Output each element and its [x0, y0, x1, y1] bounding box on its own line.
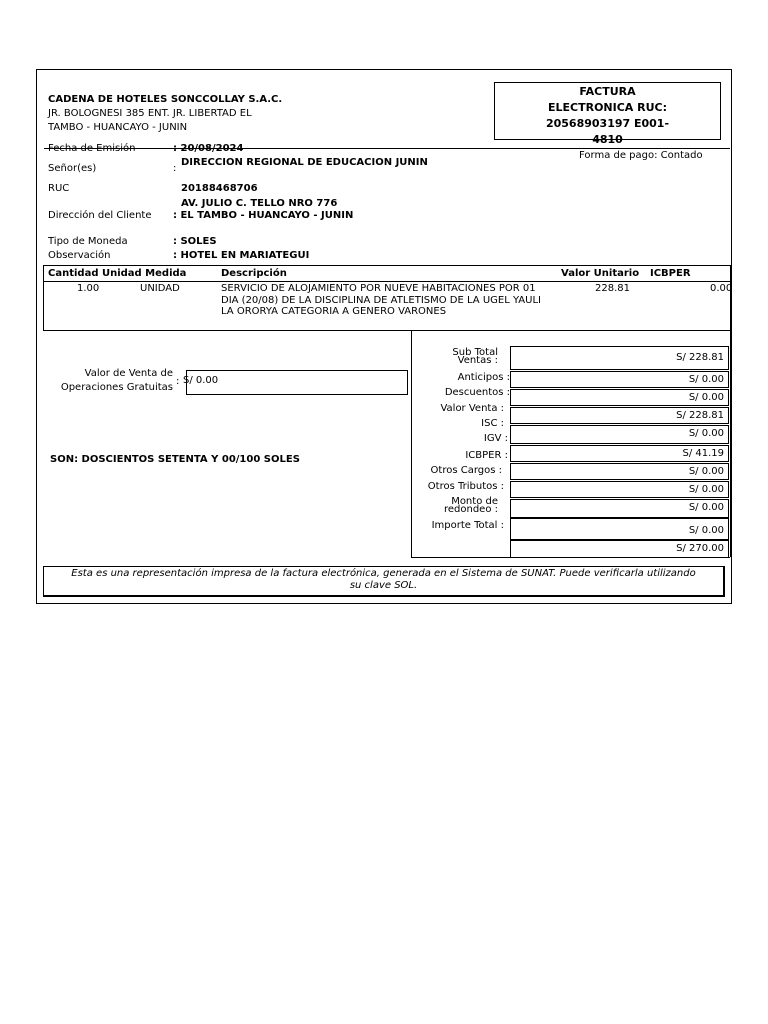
- header-description: Descripción: [221, 268, 287, 279]
- row-unit-value: 228.81: [595, 283, 630, 294]
- free-operations-label: [40, 367, 173, 395]
- igv-label: IGV :: [483, 433, 508, 444]
- invoice-title: FACTURA: [579, 85, 636, 98]
- header-quantity-unit: Cantidad Unidad Medida: [48, 268, 187, 279]
- payment-method: Forma de pago: Contado: [579, 150, 703, 161]
- descuentos-value: S/ 0.00: [510, 389, 729, 406]
- customer-label: Señor(es): [48, 163, 97, 174]
- subtotal-label-line1: Sub Total: [452, 347, 498, 358]
- client-address-label: Dirección del Cliente: [48, 210, 152, 221]
- redondeo-label-line1: Monto de: [451, 496, 498, 507]
- row-description: SERVICIO DE ALOJAMIENTO POR NUEVE HABITACIONES POR 01 DIA (20/08) DE LA DISCIPLINA DE ATLETISMO DE LA UGEL YAULI LA ORORYA CATEGORIA A GENERO VARONES: [221, 283, 541, 317]
- descuentos-label: Descuentos :: [444, 387, 510, 398]
- otros-tributos-value: S/ 0.00: [510, 481, 729, 498]
- amount-in-words: SON: DOSCIENTOS SETENTA Y 00/100 SOLES: [50, 454, 300, 465]
- currency-value: : SOLES: [173, 236, 217, 247]
- ruc-value: 20188468706: [181, 183, 258, 194]
- importe-total-upper-value: S/ 0.00: [510, 518, 729, 540]
- invoice-number: 4810: [592, 133, 623, 146]
- customer-colon: :: [173, 163, 177, 174]
- subtotal-label-line2: Ventas :: [457, 355, 498, 366]
- totals-right-border: [730, 331, 731, 557]
- invoice-ruc-number: 20568903197 E001-: [545, 117, 670, 130]
- footer-line2: su clave SOL.: [349, 579, 418, 591]
- header-unit-value: Valor Unitario: [561, 268, 640, 279]
- importe-total-label: Importe Total :: [431, 520, 504, 531]
- sunat-footer-note: [43, 566, 725, 597]
- free-operations-value: S/ 0.00: [183, 375, 219, 386]
- observation-label: Observación: [48, 250, 111, 261]
- otros-cargos-value: S/ 0.00: [510, 463, 729, 480]
- header-divider: [44, 148, 730, 149]
- subtotal-value: S/ 228.81: [510, 346, 729, 370]
- row-quantity: 1.00: [77, 283, 100, 294]
- client-address-line2: : EL TAMBO - HUANCAYO - JUNIN: [173, 210, 354, 221]
- row-icbper: 0.00: [710, 283, 733, 294]
- valor-venta-label: Valor Venta :: [440, 403, 504, 414]
- isc-label: ISC :: [481, 418, 504, 429]
- anticipos-value: S/ 0.00: [510, 371, 729, 388]
- anticipos-label: Anticipos :: [457, 372, 510, 383]
- free-operations-colon: :: [176, 376, 180, 387]
- customer-name: DIRECCION REGIONAL DE EDUCACION JUNIN: [181, 157, 428, 168]
- footer-line1: Esta es una representación impresa de la factura electrónica, generada en el Sistema de SUNAT. Puede verificarla utilizando: [71, 568, 696, 579]
- invoice-ruc-label: ELECTRONICA RUC:: [547, 101, 668, 114]
- importe-total-value: S/ 270.00: [510, 540, 729, 558]
- redondeo-label-line2: redondeo :: [443, 504, 498, 515]
- ruc-label: RUC: [48, 183, 70, 194]
- issue-date-label: Fecha de Emisión: [48, 143, 136, 154]
- icbper-value: S/ 41.19: [510, 445, 729, 462]
- icbper-label: ICBPER :: [465, 450, 508, 461]
- redondeo-value: S/ 0.00: [510, 499, 729, 518]
- observation-value: : HOTEL EN MARIATEGUI: [173, 250, 310, 261]
- issuer-address-line1: JR. BOLOGNESI 385 ENT. JR. LIBERTAD EL: [48, 108, 252, 119]
- subtotal-label: [410, 349, 498, 365]
- currency-label: Tipo de Moneda: [48, 236, 128, 247]
- isc-value: S/ 0.00: [510, 425, 729, 444]
- issue-date-value: : 20/08/2024: [173, 143, 244, 154]
- issuer-name: CADENA DE HOTELES SONCCOLLAY S.A.C.: [48, 94, 283, 105]
- row-unit: UNIDAD: [140, 283, 180, 294]
- redondeo-label: [410, 498, 498, 514]
- issuer-address-line2: TAMBO - HUANCAYO - JUNIN: [48, 122, 188, 133]
- client-address-line1: AV. JULIO C. TELLO NRO 776: [181, 198, 338, 209]
- otros-tributos-label: Otros Tributos :: [427, 481, 504, 492]
- otros-cargos-label: Otros Cargos :: [430, 465, 502, 476]
- invoice-number-box: [494, 82, 721, 146]
- items-table-header-divider: [43, 281, 731, 282]
- valor-venta-value: S/ 228.81: [510, 407, 729, 424]
- free-operations-label-line1: Valor de Venta de: [84, 368, 173, 379]
- free-operations-box: [186, 370, 408, 395]
- header-icbper: ICBPER: [650, 268, 691, 279]
- free-operations-label-line2: Operaciones Gratuitas: [60, 382, 173, 393]
